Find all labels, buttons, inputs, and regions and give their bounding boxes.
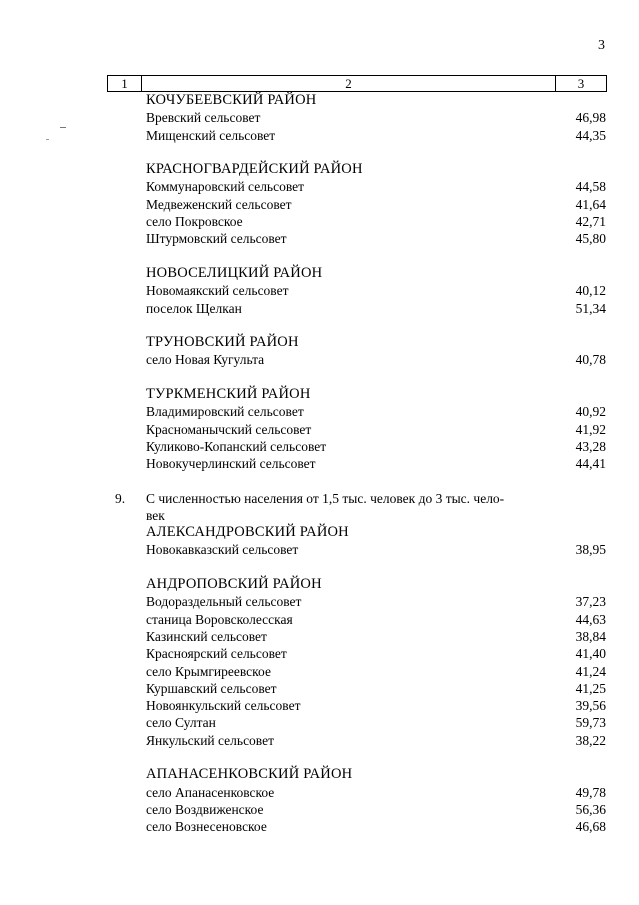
settlement-row [0, 628, 639, 645]
spacer [0, 317, 639, 334]
settlement-name: село Султан [146, 715, 216, 731]
spacer [0, 473, 639, 490]
settlement-value: 41,92 [575, 421, 606, 437]
settlement-value: 46,68 [575, 819, 606, 835]
district-row [0, 265, 639, 282]
settlement-row [0, 801, 639, 818]
settlement-name: село Апанасенковское [146, 784, 275, 800]
section-title-line-2: век [146, 508, 165, 524]
district-row [0, 334, 639, 351]
settlement-row [0, 455, 639, 472]
settlement-value: 51,34 [575, 300, 606, 316]
settlement-value: 44,63 [575, 611, 606, 627]
settlement-value: 40,92 [575, 404, 606, 420]
spacer [0, 749, 639, 766]
settlement-name: Медвеженский сельсовет [146, 196, 292, 212]
settlement-name: Куршавский сельсовет [146, 680, 277, 696]
district-name: ТУРКМЕНСКИЙ РАЙОН [146, 386, 311, 403]
section-heading [0, 490, 639, 507]
settlement-row [0, 714, 639, 731]
district-row [0, 576, 639, 593]
settlement-row [0, 196, 639, 213]
settlement-row [0, 351, 639, 368]
settlement-row [0, 300, 639, 317]
district-row [0, 766, 639, 783]
page-number: 3 [598, 38, 605, 53]
settlement-row [0, 127, 639, 144]
spacer [0, 559, 639, 576]
spacer [0, 144, 639, 161]
header-col-3: 3 [577, 76, 585, 91]
settlement-name: село Крымгиреевское [146, 663, 271, 679]
settlement-value: 59,73 [575, 715, 606, 731]
settlement-name: станица Воровсколесская [146, 611, 293, 627]
settlement-value: 44,41 [575, 456, 606, 472]
settlement-row [0, 680, 639, 697]
district-name: НОВОСЕЛИЦКИЙ РАЙОН [146, 264, 323, 281]
settlement-value: 38,22 [575, 732, 606, 748]
settlement-name: село Вознесеновское [146, 819, 267, 835]
district-name: КРАСНОГВАРДЕЙСКИЙ РАЙОН [146, 161, 363, 178]
district-name: ТРУНОВСКИЙ РАЙОН [146, 334, 299, 351]
blocks-before-section [0, 92, 639, 473]
settlement-name: поселок Щелкан [146, 300, 242, 316]
settlement-row [0, 178, 639, 195]
section-number: 9. [115, 490, 126, 506]
settlement-value: 39,56 [575, 698, 606, 714]
settlement-value: 41,25 [575, 680, 606, 696]
settlement-value: 41,40 [575, 646, 606, 662]
district-row [0, 524, 639, 541]
section-title-line-1: С численностью населения от 1,5 тыс. человек до 3 тыс. чело- [146, 490, 505, 506]
settlement-name: Красноярский сельсовет [146, 646, 287, 662]
settlement-name: Новомаякский сельсовет [146, 283, 289, 299]
settlement-value: 44,58 [575, 179, 606, 195]
settlement-value: 45,80 [575, 231, 606, 247]
settlement-row [0, 697, 639, 714]
settlement-name: Штурмовский сельсовет [146, 231, 287, 247]
settlement-value: 49,78 [575, 784, 606, 800]
settlement-name: село Покровское [146, 214, 243, 230]
settlement-value: 43,28 [575, 438, 606, 454]
document-body [0, 92, 639, 835]
settlement-value: 46,98 [575, 110, 606, 126]
district-name: АЛЕКСАНДРОВСКИЙ РАЙОН [146, 524, 349, 541]
settlement-row [0, 818, 639, 835]
settlement-value: 37,23 [575, 594, 606, 610]
settlement-row [0, 611, 639, 628]
settlement-row [0, 593, 639, 610]
district-name: АПАНАСЕНКОВСКИЙ РАЙОН [146, 766, 353, 783]
settlement-name: Янкульский сельсовет [146, 732, 274, 748]
settlement-row [0, 403, 639, 420]
settlement-name: Новокавказский сельсовет [146, 542, 299, 558]
settlement-row [0, 541, 639, 558]
settlement-name: Казинский сельсовет [146, 628, 267, 644]
spacer [0, 248, 639, 265]
settlement-name: Новокучерлинский сельсовет [146, 456, 316, 472]
settlement-value: 38,84 [575, 628, 606, 644]
spacer [0, 369, 639, 386]
settlement-row [0, 438, 639, 455]
settlement-name: Красноманычский сельсовет [146, 421, 312, 437]
settlement-value: 42,71 [575, 214, 606, 230]
settlement-row [0, 421, 639, 438]
settlement-name: Владимировский сельсовет [146, 404, 304, 420]
settlement-value: 38,95 [575, 542, 606, 558]
settlement-row [0, 784, 639, 801]
header-col-1: 1 [108, 76, 142, 91]
section-title-continuation [0, 507, 639, 524]
settlement-row [0, 732, 639, 749]
district-row [0, 92, 639, 109]
settlement-row [0, 213, 639, 230]
settlement-row [0, 645, 639, 662]
settlement-row [0, 663, 639, 680]
settlement-name: Куликово-Копанский сельсовет [146, 438, 327, 454]
settlement-name: Водораздельный сельсовет [146, 594, 302, 610]
settlement-value: 41,24 [575, 663, 606, 679]
settlement-row [0, 282, 639, 299]
settlement-value: 40,12 [575, 283, 606, 299]
settlement-name: село Воздвиженское [146, 801, 264, 817]
district-name: АНДРОПОВСКИЙ РАЙОН [146, 576, 322, 593]
header-col-2: 2 [142, 76, 556, 91]
settlement-value: 40,78 [575, 352, 606, 368]
settlement-value: 44,35 [575, 127, 606, 143]
table-header [107, 75, 607, 92]
settlement-row [0, 230, 639, 247]
settlement-value: 41,64 [575, 196, 606, 212]
settlement-name: Новоянкульский сельсовет [146, 698, 301, 714]
district-name: КОЧУБЕЕВСКИЙ РАЙОН [146, 92, 317, 108]
district-row [0, 386, 639, 403]
settlement-name: Вревский сельсовет [146, 110, 261, 126]
settlement-value: 56,36 [575, 801, 606, 817]
settlement-row [0, 109, 639, 126]
settlement-name: Мищенский сельсовет [146, 127, 276, 143]
settlement-name: село Новая Кугульта [146, 352, 265, 368]
blocks-after-section [0, 524, 639, 835]
settlement-name: Коммунаровский сельсовет [146, 179, 305, 195]
district-row [0, 161, 639, 178]
